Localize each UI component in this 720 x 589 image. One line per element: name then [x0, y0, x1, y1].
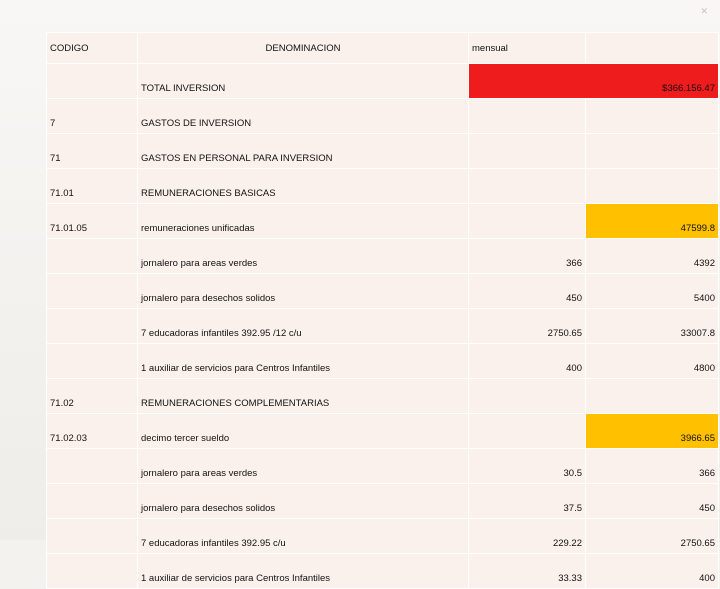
row-name: jornalero para areas verdes [138, 449, 469, 484]
row-name: jornalero para desechos solidos [138, 274, 469, 309]
row-code [47, 344, 138, 379]
row-monthly [469, 379, 586, 414]
total-label: TOTAL INVERSION [138, 64, 469, 99]
row-code: 71.02.03 [47, 414, 138, 449]
row-monthly: 33.33 [469, 554, 586, 589]
row-total: 33007.8 [586, 309, 719, 344]
table-row [47, 519, 719, 554]
row-monthly: 400 [469, 344, 586, 379]
total-value: $366.156.47 [469, 64, 719, 99]
table-row [47, 274, 719, 309]
table-row [47, 169, 719, 204]
investment-table [46, 32, 719, 589]
row-total: 450 [586, 484, 719, 519]
row-name: REMUNERACIONES COMPLEMENTARIAS [138, 379, 469, 414]
slide-corner-decoration: ✕ [700, 6, 710, 16]
table-row [47, 414, 719, 449]
row-code: 71.02 [47, 379, 138, 414]
table-row [47, 484, 719, 519]
row-code [47, 554, 138, 589]
row-monthly: 30.5 [469, 449, 586, 484]
table-row [47, 239, 719, 274]
row-total: 366 [586, 449, 719, 484]
table-header-row [47, 33, 719, 64]
row-code [47, 484, 138, 519]
row-monthly: 366 [469, 239, 586, 274]
row-name: remuneraciones unificadas [138, 204, 469, 239]
row-total: 2750.65 [586, 519, 719, 554]
table-row [47, 204, 719, 239]
header-total [586, 33, 719, 64]
row-name: REMUNERACIONES BASICAS [138, 169, 469, 204]
table-row [47, 99, 719, 134]
row-name: GASTOS EN PERSONAL PARA INVERSION [138, 134, 469, 169]
row-name: jornalero para desechos solidos [138, 484, 469, 519]
table-row [47, 134, 719, 169]
total-row [47, 64, 719, 99]
table-row [47, 344, 719, 379]
table-row [47, 554, 719, 589]
row-total [586, 99, 719, 134]
row-monthly: 2750.65 [469, 309, 586, 344]
row-monthly [469, 99, 586, 134]
row-code [47, 309, 138, 344]
row-total [586, 379, 719, 414]
row-total [586, 134, 719, 169]
row-monthly: 229.22 [469, 519, 586, 554]
row-code: 7 [47, 99, 138, 134]
row-total-highlight: 3966.65 [586, 414, 719, 449]
row-monthly [469, 169, 586, 204]
header-denomination: DENOMINACION [138, 33, 469, 64]
row-total: 5400 [586, 274, 719, 309]
table-row [47, 449, 719, 484]
row-total: 4800 [586, 344, 719, 379]
row-code [47, 519, 138, 554]
row-monthly: 450 [469, 274, 586, 309]
row-name: 1 auxiliar de servicios para Centros Infantiles [138, 344, 469, 379]
table-row [47, 379, 719, 414]
row-total: 400 [586, 554, 719, 589]
row-total [586, 169, 719, 204]
row-monthly [469, 134, 586, 169]
row-code [47, 239, 138, 274]
row-name: 1 auxiliar de servicios para Centros Infantiles [138, 554, 469, 589]
row-code: 71.01 [47, 169, 138, 204]
row-name: decimo tercer sueldo [138, 414, 469, 449]
row-name: 7 educadoras infantiles 392.95 c/u [138, 519, 469, 554]
row-name: GASTOS DE INVERSION [138, 99, 469, 134]
header-code: CODIGO [47, 33, 138, 64]
row-code: 71 [47, 134, 138, 169]
row-name: 7 educadoras infantiles 392.95 /12 c/u [138, 309, 469, 344]
row-monthly [469, 204, 586, 239]
total-code-cell [47, 64, 138, 99]
row-monthly: 37.5 [469, 484, 586, 519]
row-code [47, 449, 138, 484]
row-total: 4392 [586, 239, 719, 274]
header-monthly: mensual [469, 33, 586, 64]
table-row [47, 309, 719, 344]
row-code [47, 274, 138, 309]
row-code: 71.01.05 [47, 204, 138, 239]
row-total-highlight: 47599.8 [586, 204, 719, 239]
row-name: jornalero para areas verdes [138, 239, 469, 274]
row-monthly [469, 414, 586, 449]
